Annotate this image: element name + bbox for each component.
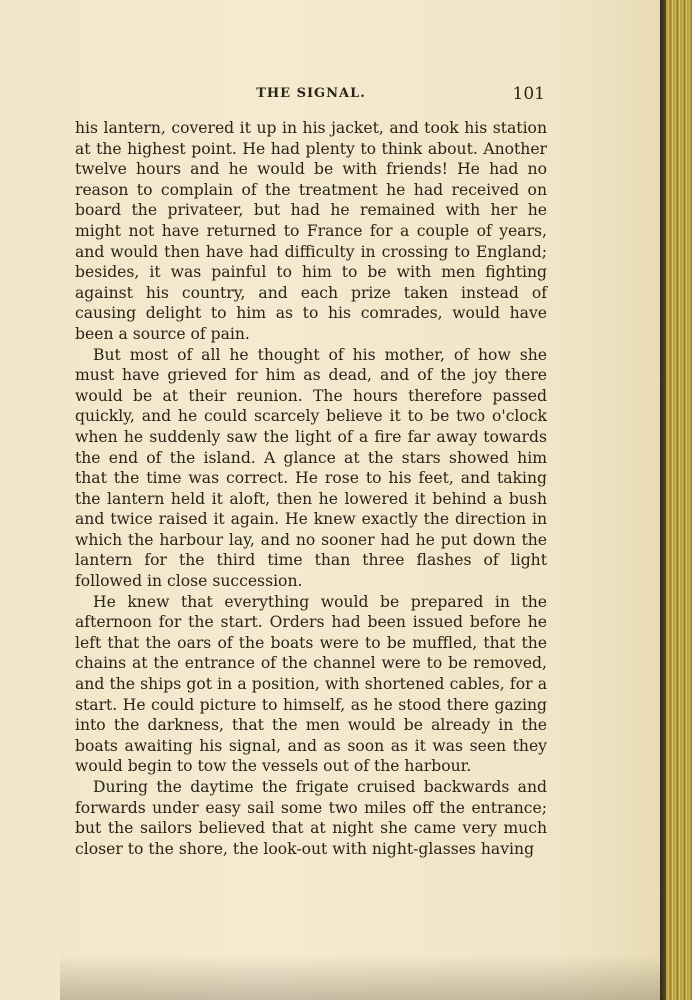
book-edge-shadow — [660, 0, 666, 1000]
paragraph: During the daytime the frigate cruised backwards and forwards under easy sail some two miles off the entrance; but the sailors believed that at night she came very much closer to the shore, the look-out with night-glasses having — [75, 778, 547, 858]
paragraph: He knew that everything would be prepared in the afternoon for the start. Orders had been issued before he left that the oars of the boats were to be muffled, that the chains at the entrance of the channel were to be removed, and the ships got in a position, with shortened cables, for a start. He could picture to himself, as he stood there gazing into the darkness, that the men would be already in the boats awaiting his signal, and as soon as it was seen they would begin to tow the vessels out of the harbour. — [75, 592, 547, 776]
page-shadow — [60, 955, 660, 1000]
paragraph: his lantern, covered it up in his jacket, and took his station at the highest point. He had plenty to think about. Another twelve hours and he would be with friends! He had no reason to complain of the treatment he had received on board the privateer, but had he remained with her he might not have returned to France for a couple of years, and would then have had difficulty in crossing to England; besides, it was painful to him to be with men fighting against his country, and each prize taken instead of causing delight to him as to his comrades, would have been a source of pain. — [75, 119, 547, 343]
page-number: 101 — [512, 84, 545, 104]
page-header — [75, 84, 547, 108]
paragraph: But most of all he thought of his mother, of how she must have grieved for him as dead, and of the joy there would be at their reunion. The hours therefore passed quickly, and he could scarcely believe it to be two o'clock when he suddenly saw the light of a fire far away towards the end of the island. A glance at the stars showed him that the time was correct. He rose to his feet, and taking the lantern held it aloft, then he lowered it behind a bush and twice raised it again. He knew exactly the direction in which the harbour lay, and no sooner had he put down the lantern for the third time than three flashes of light followed in close succession. — [75, 345, 547, 591]
running-head: THE SIGNAL. — [256, 86, 366, 101]
body-text — [75, 118, 547, 859]
